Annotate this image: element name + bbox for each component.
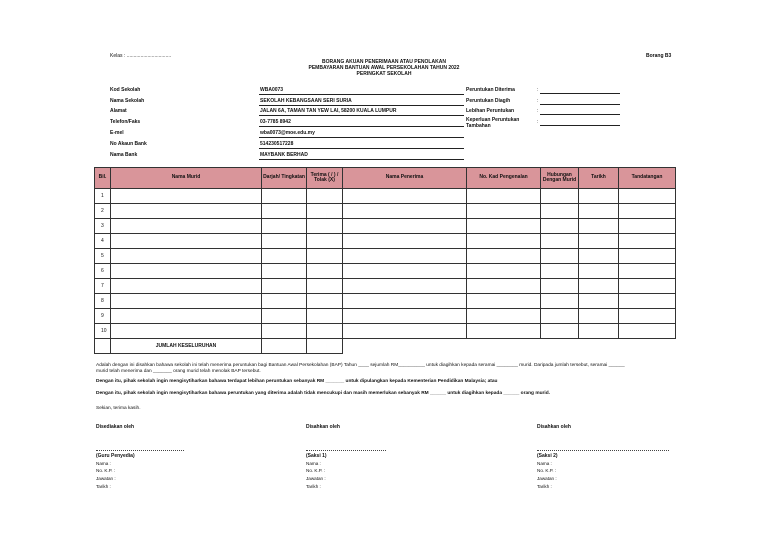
label-akaun-bank: No Akaun Bank (110, 141, 147, 147)
cell-tarikh[interactable] (579, 234, 619, 249)
col-nama-penerima: Nama Penerima (343, 168, 467, 189)
table-row (95, 219, 676, 234)
cell-no-kp[interactable] (467, 249, 541, 264)
table-total-row (95, 339, 676, 354)
table-row (95, 234, 676, 249)
cell-tarikh[interactable] (579, 219, 619, 234)
cell-hubungan[interactable] (541, 279, 579, 294)
underline (259, 126, 464, 127)
cell-terima-tolak[interactable] (307, 234, 343, 249)
total-empty (343, 339, 676, 354)
cell-darjah[interactable] (262, 264, 307, 279)
declaration-lebihan: Dengan itu, pihak sekolah ingin mengisytiharkan bahawa terdapat lebihan peruntukan sebanyak RM _______ untuk dipulangkan kepada Kementerian Pendidikan Malaysia; atau (96, 379, 498, 384)
cell-no-kp[interactable] (467, 309, 541, 324)
cell-tarikh[interactable] (579, 204, 619, 219)
label-peruntukan-diterima: Peruntukan Diterima (466, 87, 515, 93)
cell-hubungan[interactable] (541, 264, 579, 279)
signature-heading: Disahkan oleh (537, 424, 571, 430)
table-row (95, 324, 676, 339)
col-tandatangan: Tandatangan (619, 168, 676, 189)
cell-nama-penerima[interactable] (343, 234, 467, 249)
cell-hubungan[interactable] (541, 249, 579, 264)
cell-darjah[interactable] (262, 204, 307, 219)
label-alamat: Alamat (110, 108, 127, 114)
cell-tandatangan[interactable] (619, 309, 676, 324)
cell-no-kp[interactable] (467, 264, 541, 279)
label-kod-sekolah: Kod Sekolah (110, 87, 141, 93)
label-telefon: Telefon/Faks (110, 119, 141, 125)
cell-tarikh[interactable] (579, 249, 619, 264)
cell-no-kp[interactable] (467, 219, 541, 234)
col-bil: Bil. (95, 168, 111, 189)
cell-terima-tolak[interactable] (307, 309, 343, 324)
field-jawatan: Jawatan : (96, 476, 116, 481)
row-number: 2 (95, 204, 111, 219)
value-email: wba0073@moe.edu.my (260, 130, 315, 136)
cell-darjah[interactable] (262, 249, 307, 264)
value-nama-bank: MAYBANK BERHAD (260, 152, 308, 158)
cell-tandatangan[interactable] (619, 279, 676, 294)
field-tarikh: Tarikh : (306, 484, 321, 489)
cell-darjah[interactable] (262, 324, 307, 339)
field-nama: Nama : (306, 461, 321, 466)
cell-no-kp[interactable] (467, 234, 541, 249)
cell-terima-tolak[interactable] (307, 249, 343, 264)
cell-tandatangan[interactable] (619, 219, 676, 234)
signature-line[interactable] (537, 450, 669, 451)
field-no-kp: No. K.P. : (537, 468, 557, 473)
cell-tandatangan[interactable] (619, 234, 676, 249)
closing-text: Sekian, terima kasih. (96, 406, 141, 411)
title-line-3: PERINGKAT SEKOLAH (356, 71, 412, 78)
signature-role: (Saksi 2) (537, 453, 558, 459)
cell-nama-murid[interactable] (111, 249, 262, 264)
field-jawatan: Jawatan : (537, 476, 557, 481)
cell-tarikh[interactable] (579, 189, 619, 204)
signature-heading: Disediakan oleh (96, 424, 135, 430)
label-peruntukan-diagih: Peruntukan Diagih (466, 98, 511, 104)
cell-tandatangan[interactable] (619, 189, 676, 204)
underline (259, 159, 464, 160)
underline (259, 115, 464, 116)
underline (259, 148, 464, 149)
cell-nama-murid[interactable] (111, 264, 262, 279)
underline (259, 94, 464, 95)
underline (259, 137, 464, 138)
row-number: 5 (95, 249, 111, 264)
underline (540, 93, 620, 94)
cell-tarikh[interactable] (579, 294, 619, 309)
cell-no-kp[interactable] (467, 294, 541, 309)
cell-no-kp[interactable] (467, 189, 541, 204)
cell-nama-penerima[interactable] (343, 204, 467, 219)
value-peruntukan-diterima: : (537, 87, 539, 93)
col-hubungan: Hubungan Dengan Murid (541, 168, 579, 189)
row-number: 6 (95, 264, 111, 279)
field-nama: Nama : (96, 461, 111, 466)
signature-role: (Saksi 1) (306, 453, 327, 459)
cell-terima-tolak[interactable] (307, 279, 343, 294)
table-row (95, 264, 676, 279)
cell-nama-murid[interactable] (111, 309, 262, 324)
label-keperluan-tambahan: Keperluan Peruntukan Tambahan (466, 117, 520, 129)
signature-line[interactable] (96, 450, 184, 451)
cell-tarikh[interactable] (579, 264, 619, 279)
table-row (95, 189, 676, 204)
total-darjah (262, 339, 307, 354)
cell-hubungan[interactable] (541, 219, 579, 234)
value-keperluan-tambahan: : (537, 119, 539, 125)
cell-hubungan[interactable] (541, 189, 579, 204)
student-table (94, 167, 676, 354)
signature-heading: Disahkan oleh (306, 424, 340, 430)
cell-terima-tolak[interactable] (307, 264, 343, 279)
cell-darjah[interactable] (262, 234, 307, 249)
field-no-kp: No. K.P. : (306, 468, 326, 473)
cell-nama-penerima[interactable] (343, 309, 467, 324)
table-row (95, 204, 676, 219)
title-line-2: PEMBAYARAN BANTUAN AWAL PERSEKOLAHAN TAHUN 2022 (308, 65, 460, 72)
value-nama-sekolah: SEKOLAH KEBANGSAAN SERI SURIA (260, 98, 352, 104)
cell-darjah[interactable] (262, 294, 307, 309)
col-no-kp: No. Kad Pengenalan (467, 168, 541, 189)
signature-role: (Guru Penyedia) (96, 453, 135, 459)
cell-nama-penerima[interactable] (343, 264, 467, 279)
field-tarikh: Tarikh : (96, 484, 111, 489)
row-number: 4 (95, 234, 111, 249)
row-number: 8 (95, 294, 111, 309)
value-kod-sekolah: WBA0073 (260, 87, 284, 93)
cell-hubungan[interactable] (541, 294, 579, 309)
value-lebihan-peruntukan: : (537, 108, 539, 114)
form-code: Borang B3 (646, 53, 672, 59)
field-nama: Nama : (537, 461, 552, 466)
cell-nama-penerima[interactable] (343, 294, 467, 309)
underline (540, 125, 620, 126)
cell-nama-penerima[interactable] (343, 249, 467, 264)
cell-nama-penerima[interactable] (343, 219, 467, 234)
declaration-line-1: Adalah dengan ini disahkan bahawa sekolah ini telah menerima peruntukan bagi Bantuan Awal Persekolahan (BAP) Tahun ____ sejumlah RM__________ untuk diagihkan kepada seramai ________ murid. Daripada jumlah tersebut, seramai ______ (96, 363, 625, 368)
table-row (95, 294, 676, 309)
row-number: 1 (95, 189, 111, 204)
field-tarikh: Tarikh : (537, 484, 552, 489)
title-line-1: BORANG AKUAN PENERIMAAN ATAU PENOLAKAN (322, 59, 446, 65)
row-number: 10 (95, 324, 111, 339)
kelas-field: Kelas : ................................ (110, 53, 172, 59)
col-darjah: Darjah/ Tingkatan (262, 168, 307, 189)
cell-tandatangan[interactable] (619, 264, 676, 279)
cell-nama-murid[interactable] (111, 294, 262, 309)
underline (259, 105, 464, 106)
label-nama-bank: Nama Bank (110, 152, 138, 158)
total-blank (95, 339, 111, 354)
table-row (95, 279, 676, 294)
row-number: 9 (95, 309, 111, 324)
cell-terima-tolak[interactable] (307, 204, 343, 219)
cell-terima-tolak[interactable] (307, 189, 343, 204)
total-label: JUMLAH KESELURUHAN (111, 339, 262, 354)
field-no-kp: No. K.P. : (96, 468, 116, 473)
signature-line[interactable] (306, 450, 386, 451)
cell-nama-murid[interactable] (111, 234, 262, 249)
value-telefon: 03-7785 8942 (260, 119, 291, 125)
cell-darjah[interactable] (262, 189, 307, 204)
col-nama-murid: Nama Murid (111, 168, 262, 189)
col-terima-tolak: Terima ( / ) / Tolak (X) (307, 168, 343, 189)
cell-no-kp[interactable] (467, 279, 541, 294)
table-row (95, 309, 676, 324)
row-number: 7 (95, 279, 111, 294)
row-number: 3 (95, 219, 111, 234)
table-header-row (95, 168, 676, 189)
cell-nama-murid[interactable] (111, 189, 262, 204)
cell-tandatangan[interactable] (619, 249, 676, 264)
underline (540, 104, 620, 105)
label-email: E-mel (110, 130, 124, 136)
cell-terima-tolak[interactable] (307, 219, 343, 234)
cell-nama-murid[interactable] (111, 204, 262, 219)
declaration-paragraph (96, 363, 676, 375)
cell-nama-penerima[interactable] (343, 279, 467, 294)
cell-tandatangan[interactable] (619, 294, 676, 309)
underline (540, 114, 620, 115)
cell-no-kp[interactable] (467, 324, 541, 339)
cell-darjah[interactable] (262, 219, 307, 234)
value-akaun-bank: 514230517228 (260, 141, 294, 147)
cell-nama-penerima[interactable] (343, 324, 467, 339)
cell-tandatangan[interactable] (619, 204, 676, 219)
declaration-line-2: murid telah menerima dan _______ orang murid telah menolak BAP tersebut. (96, 369, 261, 374)
form-title (284, 59, 484, 78)
value-peruntukan-diagih: : (537, 98, 539, 104)
label-nama-sekolah: Nama Sekolah (110, 98, 145, 104)
total-terima-tolak[interactable] (307, 339, 343, 354)
cell-tarikh[interactable] (579, 279, 619, 294)
value-alamat: JALAN 6A, TAMAN TAN YEW LAI, 58200 KUALA LUMPUR (260, 108, 397, 114)
cell-hubungan[interactable] (541, 234, 579, 249)
cell-terima-tolak[interactable] (307, 294, 343, 309)
declaration-kurang: Dengan itu, pihak sekolah ingin mengisytiharkan bahawa peruntukan yang diterima adalah tidak mencukupi dan masih memerlukan sebanyak RM ______ untuk diagihkan kepada ______ orang murid. (96, 391, 550, 396)
cell-hubungan[interactable] (541, 309, 579, 324)
cell-tarikh[interactable] (579, 309, 619, 324)
field-jawatan: Jawatan : (306, 476, 326, 481)
cell-nama-murid[interactable] (111, 279, 262, 294)
cell-nama-murid[interactable] (111, 324, 262, 339)
cell-no-kp[interactable] (467, 204, 541, 219)
cell-hubungan[interactable] (541, 324, 579, 339)
cell-tarikh[interactable] (579, 324, 619, 339)
col-tarikh: Tarikh (579, 168, 619, 189)
cell-darjah[interactable] (262, 279, 307, 294)
label-lebihan-peruntukan: Lebihan Peruntukan (466, 108, 515, 114)
cell-nama-murid[interactable] (111, 219, 262, 234)
table-row (95, 249, 676, 264)
cell-tandatangan[interactable] (619, 324, 676, 339)
cell-hubungan[interactable] (541, 204, 579, 219)
cell-darjah[interactable] (262, 309, 307, 324)
cell-terima-tolak[interactable] (307, 324, 343, 339)
cell-nama-penerima[interactable] (343, 189, 467, 204)
